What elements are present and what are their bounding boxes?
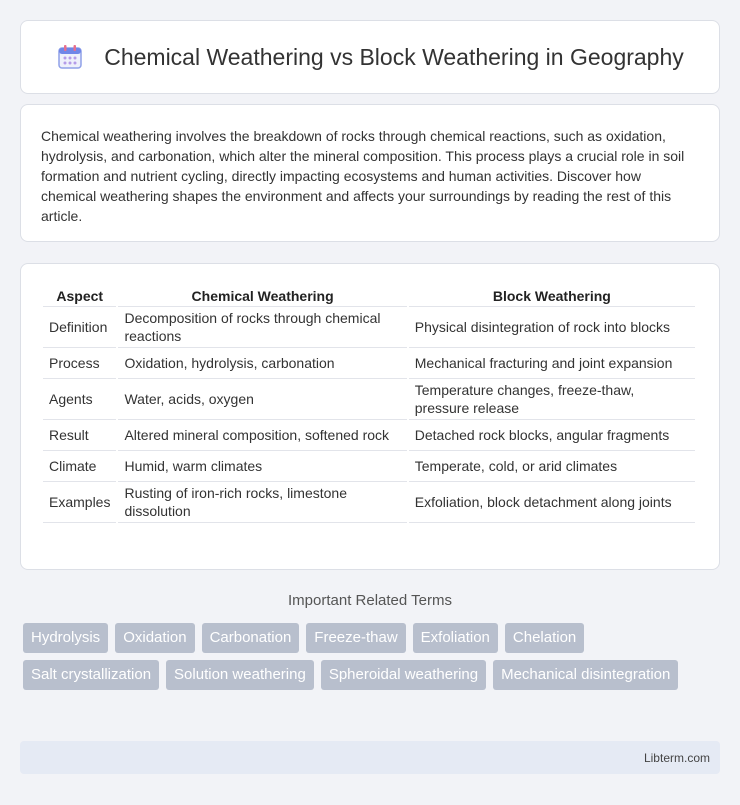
table-header-row xyxy=(43,284,695,307)
comparison-table xyxy=(41,284,697,523)
table-cell: Agents xyxy=(43,379,116,420)
table-cell: Temperature changes, freeze-thaw, pressure release xyxy=(409,379,695,420)
comparison-table-card xyxy=(20,263,720,570)
table-cell: Water, acids, oxygen xyxy=(118,379,406,420)
table-cell: Climate xyxy=(43,451,116,482)
table-cell: Examples xyxy=(43,482,116,523)
tag-carbonation[interactable]: Carbonation xyxy=(202,623,300,653)
page-title: Chemical Weathering vs Block Weathering in Geography xyxy=(104,43,684,70)
table-row xyxy=(43,482,695,523)
table-cell: Altered mineral composition, softened rock xyxy=(118,420,406,451)
table-cell: Mechanical fracturing and joint expansion xyxy=(409,348,695,379)
header-chemical: Chemical Weathering xyxy=(118,284,406,307)
table-cell: Process xyxy=(43,348,116,379)
tag-solution-weathering[interactable]: Solution weathering xyxy=(166,660,314,690)
table-row xyxy=(43,379,695,420)
table-cell: Physical disintegration of rock into blocks xyxy=(409,307,695,348)
tag-mechanical-disintegration[interactable]: Mechanical disintegration xyxy=(493,660,678,690)
tag-hydrolysis[interactable]: Hydrolysis xyxy=(23,623,108,653)
table-cell: Detached rock blocks, angular fragments xyxy=(409,420,695,451)
table-cell: Humid, warm climates xyxy=(118,451,406,482)
tag-spheroidal-weathering[interactable]: Spheroidal weathering xyxy=(321,660,486,690)
intro-text: Chemical weathering involves the breakdown of rocks through chemical reactions, such as oxidation, hydrolysis, and carbonation, which alter the mineral composition. This process plays a crucial role in soil formation and nutrient cycling, directly impacting ecosystems and human activities. Discover how chemical weathering shapes the environment and affects your surroundings by reading the rest of this article. xyxy=(41,128,685,224)
tag-oxidation[interactable]: Oxidation xyxy=(115,623,194,653)
footer xyxy=(20,741,720,774)
table-row xyxy=(43,420,695,451)
header-card xyxy=(20,20,720,94)
tag-chelation[interactable]: Chelation xyxy=(505,623,584,653)
intro-card xyxy=(20,104,720,242)
table-cell: Exfoliation, block detachment along joints xyxy=(409,482,695,523)
footer-site-link[interactable]: Libterm.com xyxy=(643,750,710,765)
related-terms-list xyxy=(23,623,723,697)
table-cell: Definition xyxy=(43,307,116,348)
table-cell: Result xyxy=(43,420,116,451)
tag-exfoliation[interactable]: Exfoliation xyxy=(413,623,498,653)
tag-salt-crystallization[interactable]: Salt crystallization xyxy=(23,660,159,690)
table-cell: Decomposition of rocks through chemical reactions xyxy=(118,307,406,348)
table-cell: Rusting of iron-rich rocks, limestone dissolution xyxy=(118,482,406,523)
related-terms-title: Important Related Terms xyxy=(288,592,452,609)
tag-freeze-thaw[interactable]: Freeze-thaw xyxy=(306,623,405,653)
calendar-icon xyxy=(56,43,84,71)
table-cell: Oxidation, hydrolysis, carbonation xyxy=(118,348,406,379)
header-aspect: Aspect xyxy=(43,284,116,307)
table-cell: Temperate, cold, or arid climates xyxy=(409,451,695,482)
table-row xyxy=(43,307,695,348)
table-row xyxy=(43,451,695,482)
header-block: Block Weathering xyxy=(409,284,695,307)
table-row xyxy=(43,348,695,379)
